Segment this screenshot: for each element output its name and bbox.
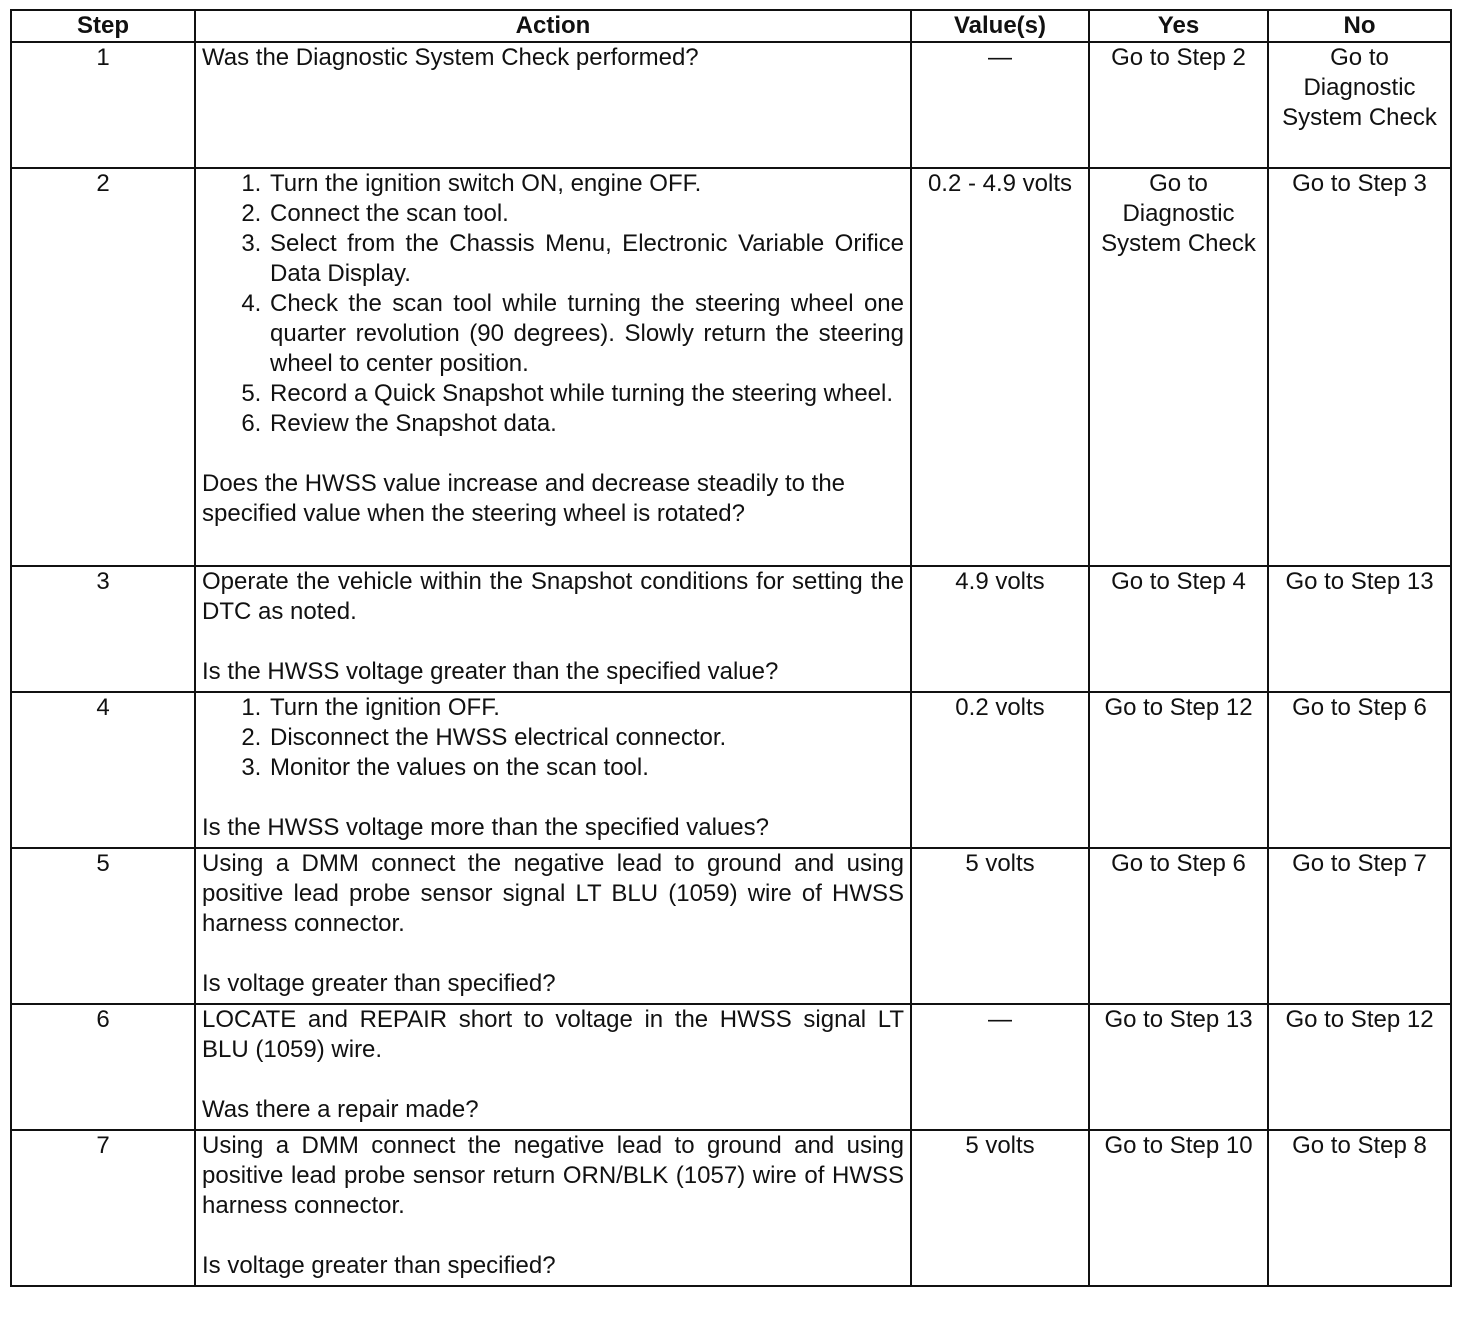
action-text: Using a DMM connect the negative lead to ground and using positive lead probe sensor signal LT BLU (1059) wire of HWSS harness connector. <box>202 850 904 937</box>
action-step-item: 3. Monitor the values on the scan tool. <box>268 753 904 783</box>
table-row <box>11 42 1451 168</box>
no-result: Go to Step 6 <box>1268 692 1451 848</box>
action-question: Is the HWSS voltage greater than the specified value? <box>202 658 779 685</box>
table-row <box>11 566 1451 692</box>
action-text: Operate the vehicle within the Snapshot conditions for setting the DTC as noted. <box>202 568 904 625</box>
action-cell <box>195 168 911 566</box>
action-question: Is voltage greater than specified? <box>202 1252 556 1279</box>
yes-result: Go to Step 2 <box>1089 42 1268 168</box>
table-row <box>11 692 1451 848</box>
table-row <box>11 848 1451 1004</box>
action-step-item: 3. Select from the Chassis Menu, Electronic Variable Orifice Data Display. <box>268 229 904 289</box>
value-cell: — <box>911 1004 1089 1130</box>
action-question: Does the HWSS value increase and decrease steadily to the specified value when the steering wheel is rotated? <box>202 470 846 527</box>
header-step: Step <box>11 10 195 42</box>
step-number: 7 <box>11 1130 195 1286</box>
step-number: 6 <box>11 1004 195 1130</box>
action-cell <box>195 42 911 168</box>
action-cell <box>195 1130 911 1286</box>
action-cell <box>195 1004 911 1130</box>
action-cell <box>195 848 911 1004</box>
action-steps-list <box>202 693 904 783</box>
table-row <box>11 1130 1451 1286</box>
action-step-item: 1. Turn the ignition OFF. <box>268 693 904 723</box>
action-step-item: 4. Check the scan tool while turning the steering wheel one quarter revolution (90 degrees). Slowly return the steering wheel to center position. <box>268 289 904 379</box>
action-cell <box>195 692 911 848</box>
value-cell: — <box>911 42 1089 168</box>
no-result: Go to Step 8 <box>1268 1130 1451 1286</box>
yes-result: Go to Step 12 <box>1089 692 1268 848</box>
header-values: Value(s) <box>911 10 1089 42</box>
step-number: 4 <box>11 692 195 848</box>
action-cell <box>195 566 911 692</box>
action-question: Is the HWSS voltage more than the specified values? <box>202 814 769 841</box>
value-cell: 0.2 - 4.9 volts <box>911 168 1089 566</box>
action-question: Was there a repair made? <box>202 1096 479 1123</box>
step-number: 5 <box>11 848 195 1004</box>
value-cell: 4.9 volts <box>911 566 1089 692</box>
table-body <box>11 42 1451 1286</box>
action-step-item: 2. Disconnect the HWSS electrical connector. <box>268 723 904 753</box>
no-result: Go to Step 12 <box>1268 1004 1451 1130</box>
header-action: Action <box>195 10 911 42</box>
value-cell: 5 volts <box>911 1130 1089 1286</box>
yes-result: Go to Step 6 <box>1089 848 1268 1004</box>
header-no: No <box>1268 10 1451 42</box>
action-step-item: 2. Connect the scan tool. <box>268 199 904 229</box>
header-row <box>11 10 1451 42</box>
yes-result: Go to Step 13 <box>1089 1004 1268 1130</box>
yes-result: Go to Diagnostic System Check <box>1089 168 1268 566</box>
no-result: Go to Step 13 <box>1268 566 1451 692</box>
yes-result: Go to Step 4 <box>1089 566 1268 692</box>
value-cell: 5 volts <box>911 848 1089 1004</box>
action-steps-list <box>202 169 904 439</box>
diagnostic-table <box>10 9 1452 1287</box>
action-text: Using a DMM connect the negative lead to ground and using positive lead probe sensor return ORN/BLK (1057) wire of HWSS harness connector. <box>202 1132 904 1219</box>
no-result: Go to Step 3 <box>1268 168 1451 566</box>
action-question: Is voltage greater than specified? <box>202 970 556 997</box>
action-text: LOCATE and REPAIR short to voltage in the HWSS signal LT BLU (1059) wire. <box>202 1006 904 1063</box>
action-step-item: 5. Record a Quick Snapshot while turning the steering wheel. <box>268 379 904 409</box>
step-number: 2 <box>11 168 195 566</box>
action-step-item: 6. Review the Snapshot data. <box>268 409 904 439</box>
header-yes: Yes <box>1089 10 1268 42</box>
yes-result: Go to Step 10 <box>1089 1130 1268 1286</box>
no-result: Go to Diagnostic System Check <box>1268 42 1451 168</box>
no-result: Go to Step 7 <box>1268 848 1451 1004</box>
action-question: Was the Diagnostic System Check performed? <box>202 44 699 71</box>
table-header <box>11 10 1451 42</box>
table-row <box>11 168 1451 566</box>
table-row <box>11 1004 1451 1130</box>
step-number: 3 <box>11 566 195 692</box>
step-number: 1 <box>11 42 195 168</box>
action-step-item: 1. Turn the ignition switch ON, engine OFF. <box>268 169 904 199</box>
value-cell: 0.2 volts <box>911 692 1089 848</box>
